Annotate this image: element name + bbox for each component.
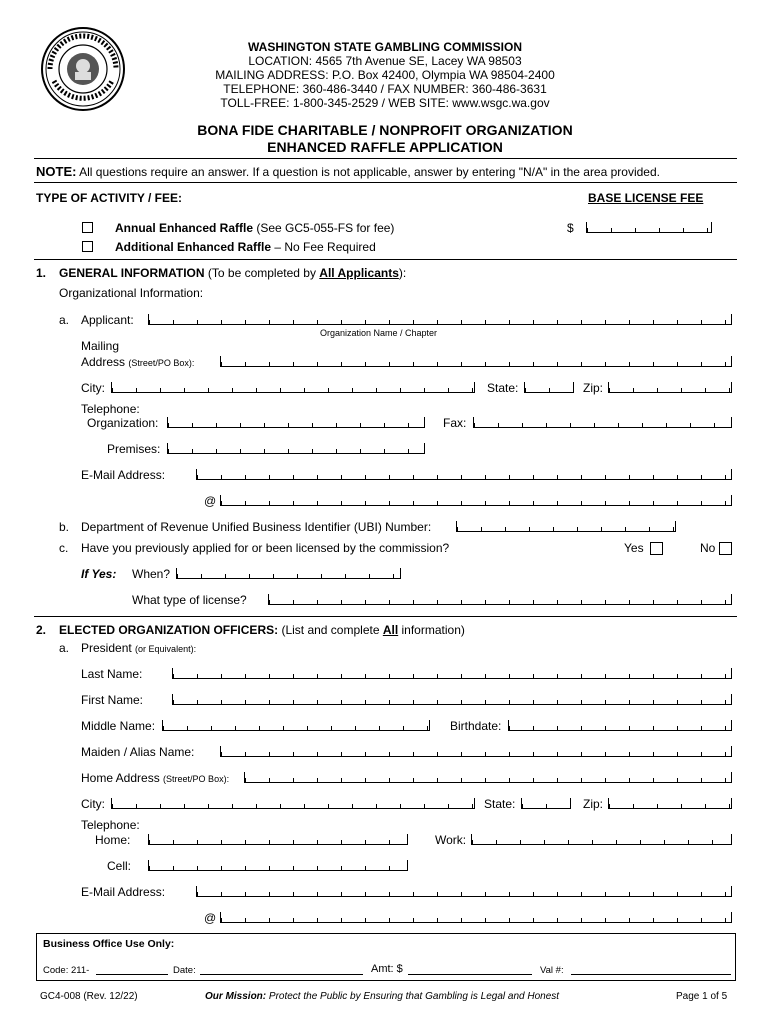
mailing-label-1: Mailing [81,339,120,353]
telephone-label: Telephone: [81,402,140,416]
officer-email-label: E-Mail Address: [81,885,166,899]
middle-name-label: Middle Name: [81,719,156,733]
page-number: Page 1 of 5 [676,991,728,1002]
prev-applied-label: Have you previously applied for or been licensed by the commission? [81,541,450,555]
no-label: No [700,541,716,555]
office-val-label: Val #: [540,965,564,976]
office-val-field[interactable] [571,964,731,975]
item-c: c. [59,541,69,555]
agency-name: WASHINGTON STATE GAMBLING COMMISSION [248,40,522,54]
home-phone-field[interactable] [148,834,408,845]
office-date-field[interactable] [200,964,363,975]
activity-heading: TYPE OF ACTIVITY / FEE: [36,191,183,205]
ubi-field[interactable] [456,521,676,532]
section1-number: 1. [36,266,47,280]
form-number: GC4-008 (Rev. 12/22) [40,991,138,1002]
section2-title: ELECTED ORGANIZATION OFFICERS: (List and complete All information) [59,623,465,637]
agency-phone: TELEPHONE: 360-486-3440 / FAX NUMBER: 360-486-3631 [223,82,547,96]
cell-phone-field[interactable] [148,860,408,871]
state-field[interactable] [524,382,574,393]
officer-zip-field[interactable] [608,798,732,809]
office-date-label: Date: [173,965,196,976]
license-type-field[interactable] [268,594,732,605]
section1-title: GENERAL INFORMATION (To be completed by All Applicants): [59,266,407,280]
annual-raffle-checkbox[interactable] [82,222,93,233]
when-date-field[interactable] [176,568,401,579]
home-address-label: Home Address (Street/PO Box): [81,771,230,785]
section2-number: 2. [36,623,47,637]
office-use-title: Business Office Use Only: [43,938,175,950]
org-info-label: Organizational Information: [59,286,204,300]
first-name-label: First Name: [81,693,144,707]
no-checkbox[interactable] [719,542,732,555]
officer-at-symbol: @ [204,911,217,925]
officer-email-field-1[interactable] [196,886,732,897]
fax-label: Fax: [443,416,467,430]
at-symbol: @ [204,494,217,508]
city-label: City: [81,381,105,395]
email-field-2[interactable] [220,495,732,506]
work-phone-label: Work: [435,833,467,847]
zip-field[interactable] [608,382,732,393]
officer-state-label: State: [484,797,516,811]
when-label: When? [132,567,171,581]
org-phone-label: Organization: [87,416,159,430]
officer-city-field[interactable] [111,798,475,809]
premises-phone-field[interactable] [167,443,425,454]
annual-raffle-label: Annual Enhanced Raffle (See GC5-055-FS for fee) [115,221,395,235]
if-yes-label: If Yes: [81,567,117,581]
agency-mailing: MAILING ADDRESS: P.O. Box 42400, Olympia WA 98504-2400 [215,68,555,82]
agency-location: LOCATION: 4565 7th Avenue SE, Lacey WA 98503 [248,54,522,68]
officer-zip-label: Zip: [583,797,604,811]
yes-checkbox[interactable] [650,542,663,555]
birthdate-label: Birthdate: [450,719,502,733]
work-phone-field[interactable] [471,834,732,845]
email-field-1[interactable] [196,469,732,480]
form-title-1: BONA FIDE CHARITABLE / NONPROFIT ORGANIZATION [197,122,573,138]
yes-label: Yes [624,541,644,555]
item-a: a. [59,313,70,327]
maiden-name-label: Maiden / Alias Name: [81,745,195,759]
ubi-label: Department of Revenue Unified Business Identifier (UBI) Number: [81,520,432,534]
officer-telephone-label: Telephone: [81,818,140,832]
org-name-caption: Organization Name / Chapter [320,328,438,338]
zip-label: Zip: [583,381,604,395]
office-amt-label: Amt: $ [371,963,403,975]
additional-raffle-checkbox[interactable] [82,241,93,252]
email-label: E-Mail Address: [81,468,166,482]
form-title-2: ENHANCED RAFFLE APPLICATION [267,139,503,155]
officer-email-field-2[interactable] [220,912,732,923]
mailing-label-2: Address (Street/PO Box): [81,355,195,369]
org-phone-field[interactable] [167,417,425,428]
item-2a: a. [59,641,70,655]
officer-state-field[interactable] [521,798,571,809]
officer-city-label: City: [81,797,105,811]
additional-raffle-label: Additional Enhanced Raffle – No Fee Required [115,240,376,254]
premises-label: Premises: [107,442,161,456]
last-name-label: Last Name: [81,667,143,681]
cell-phone-label: Cell: [107,859,132,873]
first-name-field[interactable] [172,694,732,705]
item-b: b. [59,520,70,534]
office-amt-field[interactable] [408,964,532,975]
state-label: State: [487,381,519,395]
last-name-field[interactable] [172,668,732,679]
home-phone-label: Home: [95,833,131,847]
mission-statement: Our Mission: Protect the Public by Ensuring that Gambling is Legal and Honest [205,991,560,1002]
fee-heading: BASE LICENSE FEE [588,191,704,205]
agency-tollfree: TOLL-FREE: 1-800-345-2529 / WEB SITE: www.wsgc.wa.gov [220,96,550,110]
maiden-name-field[interactable] [220,746,732,757]
home-address-field[interactable] [244,772,732,783]
fee-amount-field[interactable] [586,222,712,233]
applicant-label: Applicant: [81,313,134,327]
note: NOTE: All questions require an answer. If a question is not applicable, answer by entering "N/A" in the area provided. [36,164,660,179]
middle-name-field[interactable] [162,720,430,731]
president-label: President (or Equivalent): [81,641,197,655]
applicant-field[interactable] [148,314,732,325]
office-code-field[interactable] [96,964,168,975]
fax-field[interactable] [473,417,732,428]
mailing-address-field[interactable] [220,356,732,367]
city-field[interactable] [111,382,475,393]
birthdate-field[interactable] [508,720,732,731]
license-type-label: What type of license? [132,593,247,607]
office-code-label: Code: 211- [43,965,90,976]
dollar-sign: $ [567,221,574,235]
